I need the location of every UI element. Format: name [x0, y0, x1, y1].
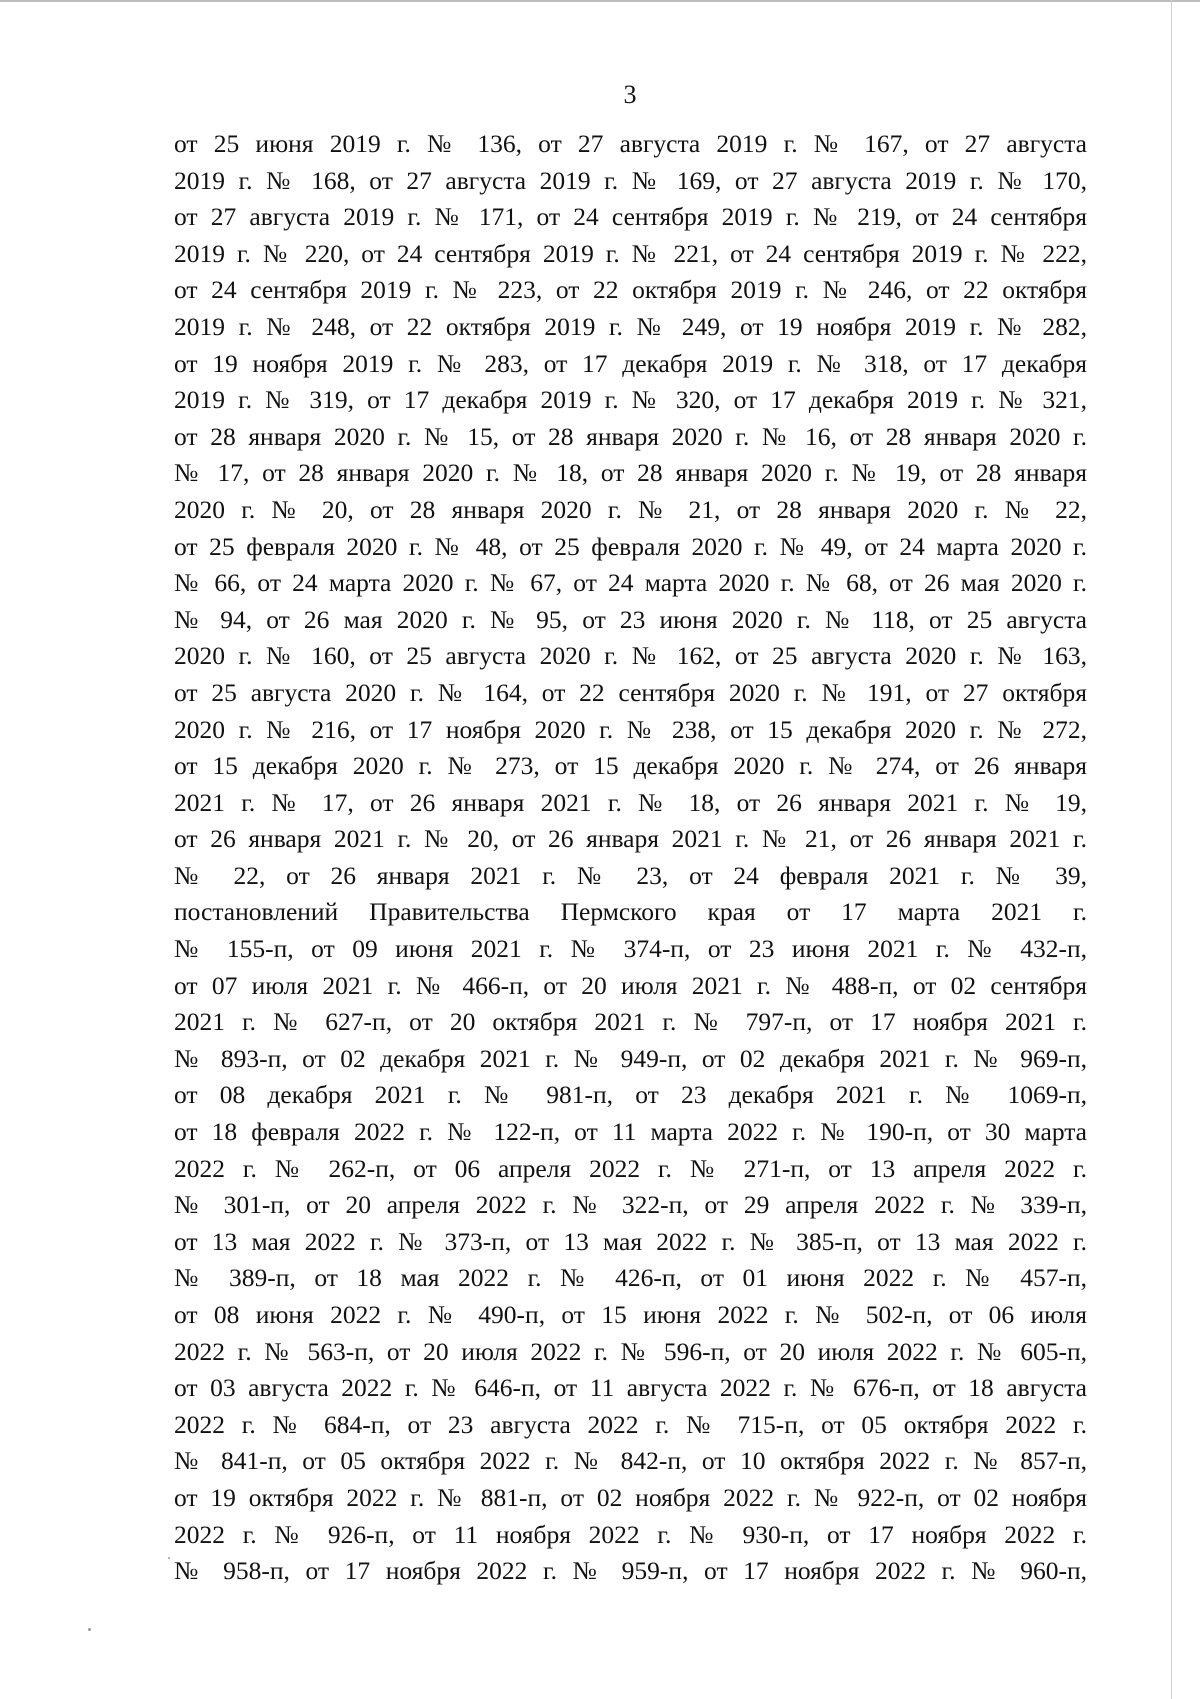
text-line: от 19 октября 2022 г. № 881-п, от 02 ноября 2022 г. № 922-п, от 02 ноября	[174, 1482, 1087, 1512]
text-line: № 17, от 28 января 2020 г. № 18, от 28 января 2020 г. № 19, от 28 января	[174, 458, 1087, 488]
text-line: от 03 августа 2022 г. № 646-п, от 11 августа 2022 г. № 676-п, от 18 августа	[174, 1373, 1087, 1403]
text-line: 2022 г. № 262-п, от 06 апреля 2022 г. № 271-п, от 13 апреля 2022 г.	[174, 1153, 1087, 1183]
text-line: от 07 июля 2021 г. № 466-п, от 20 июля 2021 г. № 488-п, от 02 сентября	[174, 970, 1087, 1000]
text-line: от 24 сентября 2019 г. № 223, от 22 октября 2019 г. № 246, от 22 октября	[174, 275, 1087, 305]
text-line: от 19 ноября 2019 г. № 283, от 17 декабря 2019 г. № 318, от 17 декабря	[174, 348, 1087, 378]
text-line: от 28 января 2020 г. № 15, от 28 января 2020 г. № 16, от 28 января 2020 г.	[174, 421, 1087, 451]
text-line: от 27 августа 2019 г. № 171, от 24 сентября 2019 г. № 219, от 24 сентября	[174, 202, 1087, 232]
text-line: 2020 г. № 216, от 17 ноября 2020 г. № 238, от 15 декабря 2020 г. № 272,	[174, 714, 1087, 744]
text-line: от 26 января 2021 г. № 20, от 26 января 2021 г. № 21, от 26 января 2021 г.	[174, 824, 1087, 854]
text-line: 2021 г. № 17, от 26 января 2021 г. № 18, от 26 января 2021 г. № 19,	[174, 787, 1087, 817]
text-line: постановлений Правительства Пермского края от 17 марта 2021 г.	[174, 897, 1087, 927]
text-line: от 15 декабря 2020 г. № 273, от 15 декабря 2020 г. № 274, от 26 января	[174, 751, 1087, 781]
text-line: № 389-п, от 18 мая 2022 г. № 426-п, от 01 июня 2022 г. № 457-п,	[174, 1263, 1087, 1293]
text-line: 2022 г. № 684-п, от 23 августа 2022 г. № 715-п, от 05 октября 2022 г.	[174, 1409, 1087, 1439]
scan-artifact	[88, 1628, 91, 1631]
text-line: от 25 июня 2019 г. № 136, от 27 августа 2019 г. № 167, от 27 августа	[174, 129, 1087, 158]
scan-top-border	[0, 0, 1200, 2]
text-line: 2019 г. № 248, от 22 октября 2019 г. № 249, от 19 ноября 2019 г. № 282,	[174, 311, 1087, 341]
text-line: № 893-п, от 02 декабря 2021 г. № 949-п, от 02 декабря 2021 г. № 969-п,	[174, 1043, 1087, 1073]
text-line: № 841-п, от 05 октября 2022 г. № 842-п, от 10 октября 2022 г. № 857-п,	[174, 1446, 1087, 1476]
text-line: № 66, от 24 марта 2020 г. № 67, от 24 марта 2020 г. № 68, от 26 мая 2020 г.	[174, 568, 1087, 598]
text-line: № 958-п, от 17 ноября 2022 г. № 959-п, от 17 ноября 2022 г. № 960-п,	[174, 1556, 1087, 1586]
document-body	[174, 126, 1087, 1590]
scan-right-edge	[1171, 0, 1172, 1699]
text-line: 2020 г. № 160, от 25 августа 2020 г. № 162, от 25 августа 2020 г. № 163,	[174, 641, 1087, 671]
text-line: от 25 февраля 2020 г. № 48, от 25 февраля 2020 г. № 49, от 24 марта 2020 г.	[174, 531, 1087, 561]
text-line: № 301-п, от 20 апреля 2022 г. № 322-п, от 29 апреля 2022 г. № 339-п,	[174, 1190, 1087, 1220]
text-line: от 25 августа 2020 г. № 164, от 22 сентября 2020 г. № 191, от 27 октября	[174, 677, 1087, 707]
text-line: 2020 г. № 20, от 28 января 2020 г. № 21, от 28 января 2020 г. № 22,	[174, 494, 1087, 524]
text-line: 2019 г. № 319, от 17 декабря 2019 г. № 320, от 17 декабря 2019 г. № 321,	[174, 385, 1087, 415]
text-line: № 155-п, от 09 июня 2021 г. № 374-п, от 23 июня 2021 г. № 432-п,	[174, 934, 1087, 964]
text-line: от 13 мая 2022 г. № 373-п, от 13 мая 2022 г. № 385-п, от 13 мая 2022 г.	[174, 1226, 1087, 1256]
text-line: № 22, от 26 января 2021 г. № 23, от 24 февраля 2021 г. № 39,	[174, 860, 1087, 890]
text-line: 2022 г. № 926-п, от 11 ноября 2022 г. № 930-п, от 17 ноября 2022 г.	[174, 1519, 1087, 1549]
text-line: от 08 июня 2022 г. № 490-п, от 15 июня 2022 г. № 502-п, от 06 июля	[174, 1300, 1087, 1329]
text-line: от 18 февраля 2022 г. № 122-п, от 11 марта 2022 г. № 190-п, от 30 марта	[174, 1117, 1087, 1147]
text-line: 2021 г. № 627-п, от 20 октября 2021 г. № 797-п, от 17 ноября 2021 г.	[174, 1007, 1087, 1037]
text-line: от 08 декабря 2021 г. № 981-п, от 23 декабря 2021 г. № 1069-п,	[174, 1080, 1087, 1110]
text-line: 2019 г. № 168, от 27 августа 2019 г. № 169, от 27 августа 2019 г. № 170,	[174, 165, 1087, 195]
text-line: № 94, от 26 мая 2020 г. № 95, от 23 июня 2020 г. № 118, от 25 августа	[174, 604, 1087, 634]
page-number: 3	[623, 80, 637, 109]
text-line: 2019 г. № 220, от 24 сентября 2019 г. № 221, от 24 сентября 2019 г. № 222,	[174, 238, 1087, 268]
text-line: 2022 г. № 563-п, от 20 июля 2022 г. № 596-п, от 20 июля 2022 г. № 605-п,	[174, 1336, 1087, 1366]
scan-artifact	[168, 1557, 170, 1559]
